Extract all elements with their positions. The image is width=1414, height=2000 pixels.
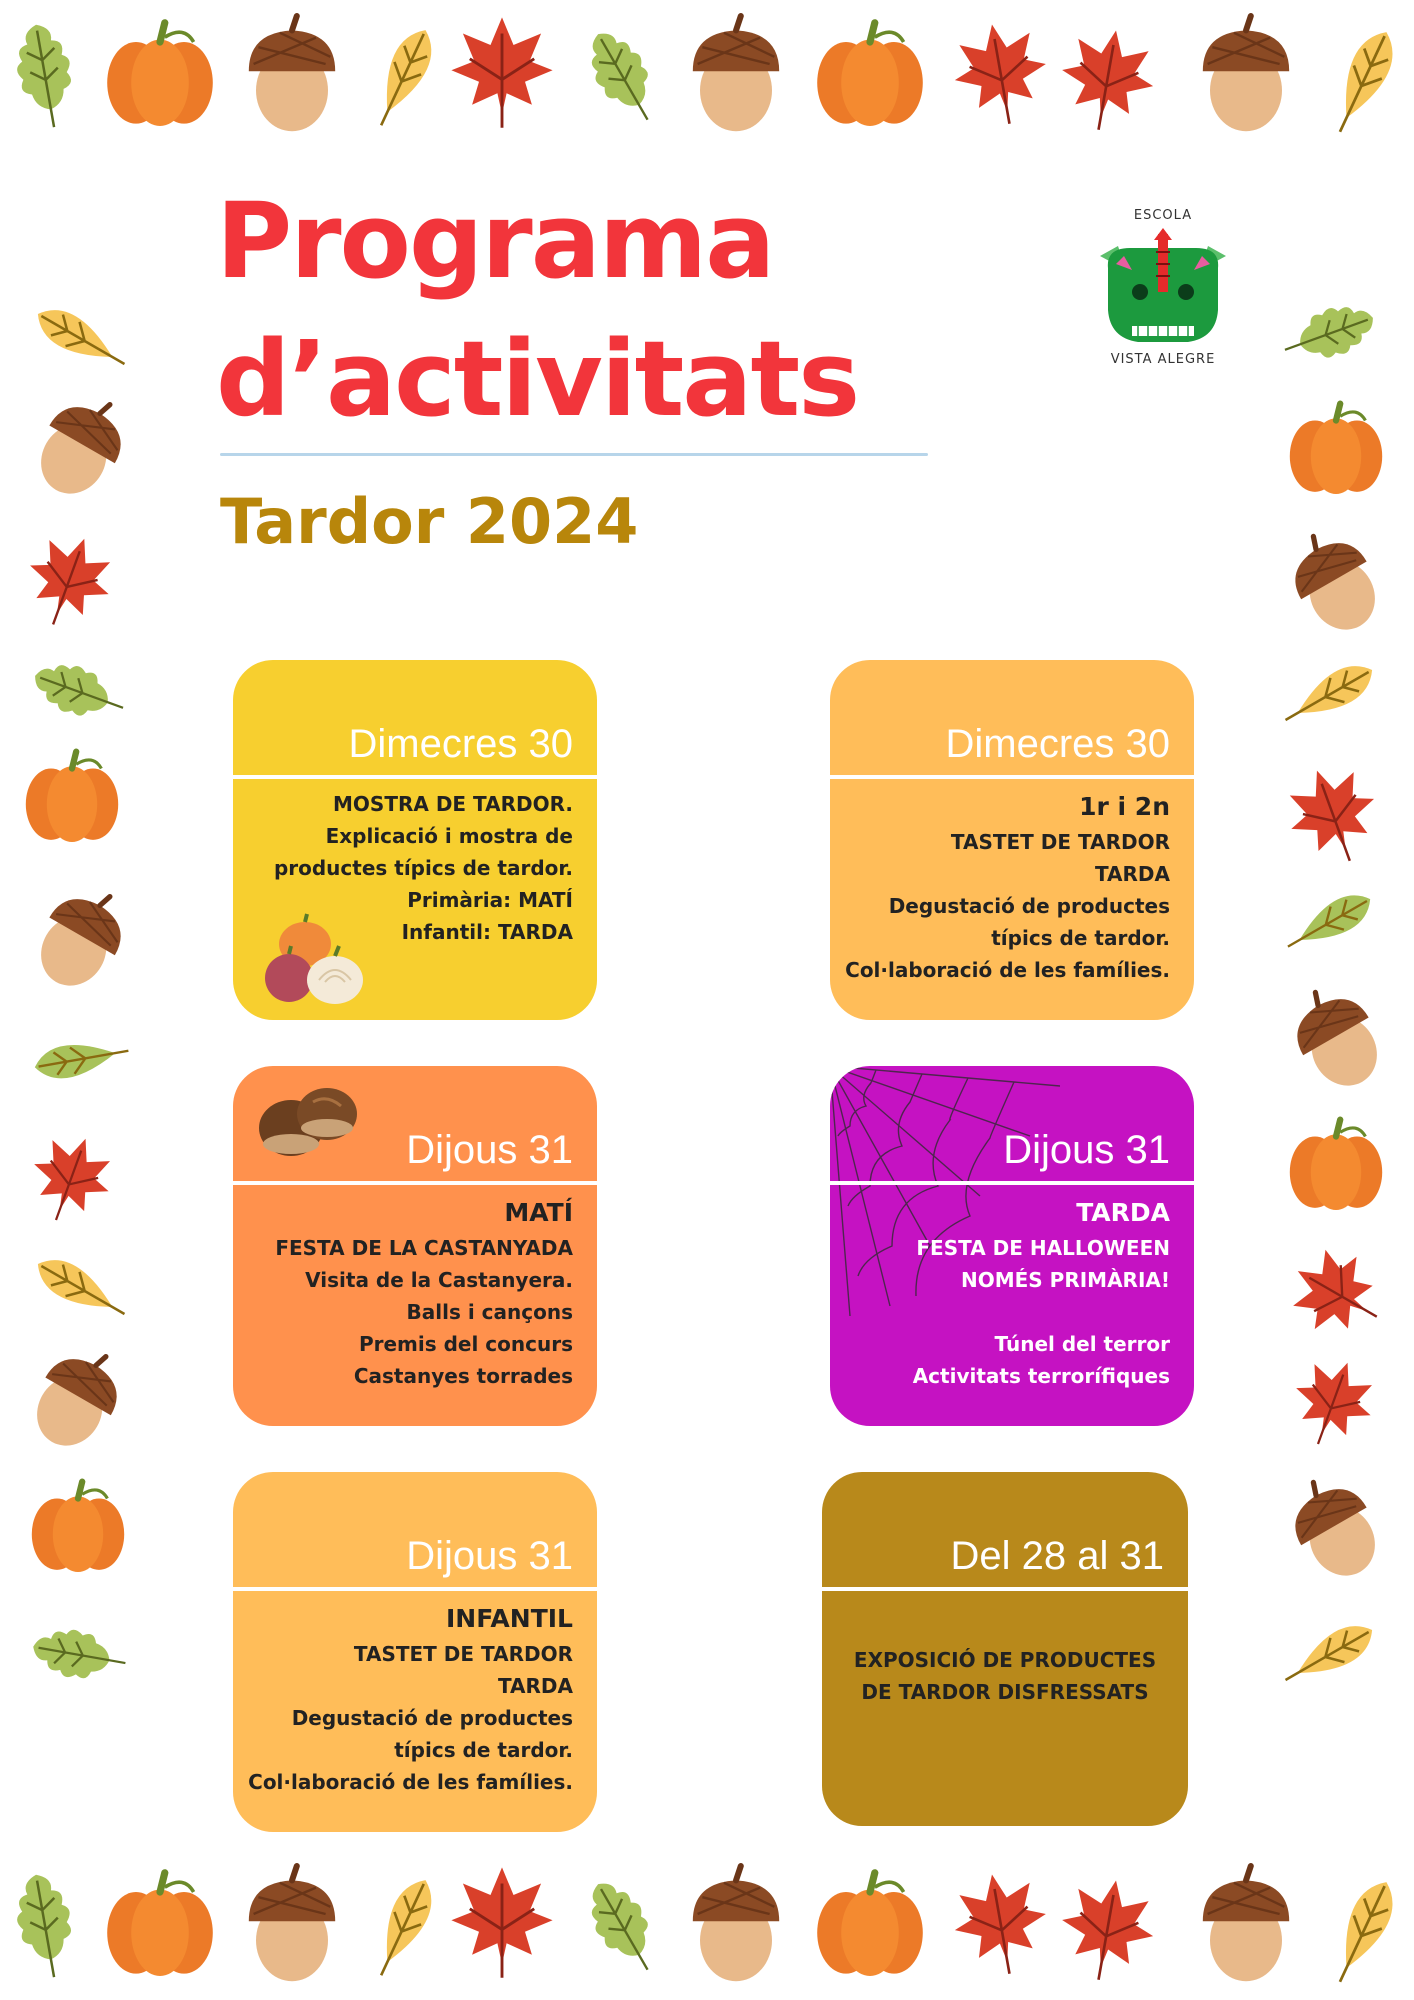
- oak-icon: [10, 1870, 80, 1982]
- pumpkin-icon: [1290, 404, 1382, 494]
- oak-icon: [576, 22, 669, 133]
- card-line: INFANTIL: [446, 1604, 573, 1633]
- leaf-icon: [1323, 1874, 1403, 1989]
- maple-icon: [946, 16, 1054, 131]
- card-description: [840, 788, 1170, 986]
- pumpkin-icon: [817, 1873, 923, 1976]
- card-line: TASTET DE TARDOR: [353, 1642, 573, 1666]
- acorn-icon: [1203, 1866, 1289, 1981]
- leaf-icon: [29, 1249, 133, 1328]
- leaf-icon: [1277, 655, 1381, 734]
- card-line: FESTA DE HALLOWEEN: [916, 1236, 1170, 1260]
- card-line: Explicació i mostra de: [325, 824, 573, 848]
- card-line: Col·laboració de les famílies.: [248, 1770, 573, 1794]
- acorn-icon: [249, 1866, 335, 1981]
- maple-icon: [946, 1866, 1054, 1981]
- card-line: Degustació de productes: [888, 894, 1170, 918]
- card-line: Visita de la Castanyera.: [305, 1268, 573, 1292]
- logo-top-text: ESCOLA: [1133, 208, 1193, 223]
- pumpkin-icon: [1290, 1120, 1382, 1210]
- card-line: Activitats terrorífiques: [912, 1364, 1170, 1388]
- card-line: TARDA: [1076, 1198, 1170, 1227]
- card-divider: [233, 1587, 597, 1591]
- card-line: MATÍ: [504, 1198, 573, 1227]
- pumpkin-icon: [107, 1873, 213, 1976]
- maple-icon: [19, 1125, 123, 1233]
- pumpkin-icon: [817, 23, 923, 126]
- acorn-icon: [23, 384, 139, 509]
- pumpkin-icon: [107, 23, 213, 126]
- card-line: típics de tardor.: [991, 926, 1170, 950]
- card-line: 1r i 2n: [1079, 792, 1170, 821]
- acorn-icon: [19, 1336, 135, 1461]
- maple-icon: [14, 524, 124, 638]
- card-line: Degustació de productes: [291, 1706, 573, 1730]
- maple-icon: [1281, 1349, 1385, 1457]
- card-line: TARDA: [497, 1674, 573, 1698]
- maple-icon: [1276, 756, 1392, 876]
- acorn-icon: [23, 876, 139, 1001]
- activity-card-wednesday-sample: [233, 660, 597, 1020]
- card-line: EXPOSICIÓ DE PRODUCTES: [853, 1648, 1157, 1672]
- card-day: Dijous 31: [406, 1534, 573, 1578]
- leaf-icon: [365, 1873, 442, 1983]
- acorn-icon: [1277, 520, 1393, 645]
- leaf-icon: [32, 1035, 131, 1083]
- oak-icon: [27, 653, 131, 730]
- oak-icon: [29, 1623, 129, 1686]
- leaf-icon: [365, 23, 442, 133]
- acorn-icon: [1279, 976, 1395, 1101]
- activity-card-exhibition: [822, 1472, 1188, 1826]
- pumpkin-icon: [26, 752, 118, 842]
- card-description: [832, 1644, 1178, 1708]
- card-day: Dijous 31: [406, 1128, 573, 1172]
- card-line: Primària: MATÍ: [407, 888, 573, 912]
- acorn-icon: [693, 16, 779, 131]
- title-divider: [220, 453, 928, 456]
- card-line: Túnel del terror: [994, 1332, 1170, 1356]
- card-day: Dimecres 30: [348, 722, 573, 766]
- card-line: Premis del concurs: [358, 1332, 573, 1356]
- activity-card-thursday-halloween: [830, 1066, 1194, 1426]
- oak-icon: [10, 20, 80, 132]
- maple-icon: [1053, 22, 1161, 137]
- acorn-icon: [1277, 1466, 1393, 1591]
- card-line: NOMÉS PRIMÀRIA!: [961, 1268, 1170, 1292]
- card-divider: [830, 775, 1194, 779]
- card-day: Dimecres 30: [945, 722, 1170, 766]
- card-divider: [233, 775, 597, 779]
- leaf-icon: [1323, 24, 1403, 139]
- page-title-line1: Programa: [216, 180, 774, 302]
- pumpkin-icon: [32, 1482, 124, 1572]
- card-divider: [822, 1587, 1188, 1591]
- leaf-icon: [29, 299, 133, 378]
- dragon-mascot-icon: [1088, 226, 1238, 352]
- card-line: típics de tardor.: [394, 1738, 573, 1762]
- card-description: [243, 1194, 573, 1392]
- card-spacer: [840, 1296, 1170, 1328]
- card-line: Infantil: TARDA: [401, 920, 573, 944]
- logo-bottom-text: VISTA ALEGRE: [1110, 352, 1216, 367]
- leaf-icon: [1280, 885, 1378, 960]
- card-line: Castanyes torrades: [353, 1364, 573, 1388]
- card-line: Col·laboració de les famílies.: [845, 958, 1170, 982]
- card-line: FESTA DE LA CASTANYADA: [275, 1236, 573, 1260]
- maple-icon: [451, 17, 552, 127]
- card-description: [243, 1600, 573, 1798]
- acorn-icon: [693, 1866, 779, 1981]
- card-day: Dijous 31: [1003, 1128, 1170, 1172]
- card-line: TARDA: [1094, 862, 1170, 886]
- card-divider: [233, 1181, 597, 1185]
- page-subtitle: Tardor 2024: [220, 485, 639, 558]
- card-line: Balls i cançons: [406, 1300, 573, 1324]
- maple-icon: [1277, 1235, 1398, 1353]
- maple-icon: [451, 1867, 552, 1977]
- maple-icon: [1053, 1872, 1161, 1987]
- leaf-icon: [1277, 1615, 1381, 1694]
- card-line: DE TARDOR DISFRESSATS: [861, 1680, 1149, 1704]
- card-line: TASTET DE TARDOR: [950, 830, 1170, 854]
- activity-card-thursday-infantil: [233, 1472, 597, 1832]
- acorn-icon: [249, 16, 335, 131]
- card-day: Del 28 al 31: [950, 1534, 1164, 1578]
- pumpkins-icon: [259, 910, 369, 1010]
- card-line: productes típics de tardor.: [273, 856, 573, 880]
- oak-icon: [576, 1872, 669, 1983]
- card-divider: [830, 1181, 1194, 1185]
- page-title-line2: d’activitats: [216, 318, 859, 440]
- activity-card-wednesday-tasting: [830, 660, 1194, 1020]
- oak-icon: [1277, 295, 1381, 372]
- card-line: MOSTRA DE TARDOR.: [333, 792, 573, 816]
- acorn-icon: [1203, 16, 1289, 131]
- card-description: [840, 1194, 1170, 1392]
- school-logo: [1088, 200, 1238, 380]
- activity-card-thursday-castanyada: [233, 1066, 597, 1426]
